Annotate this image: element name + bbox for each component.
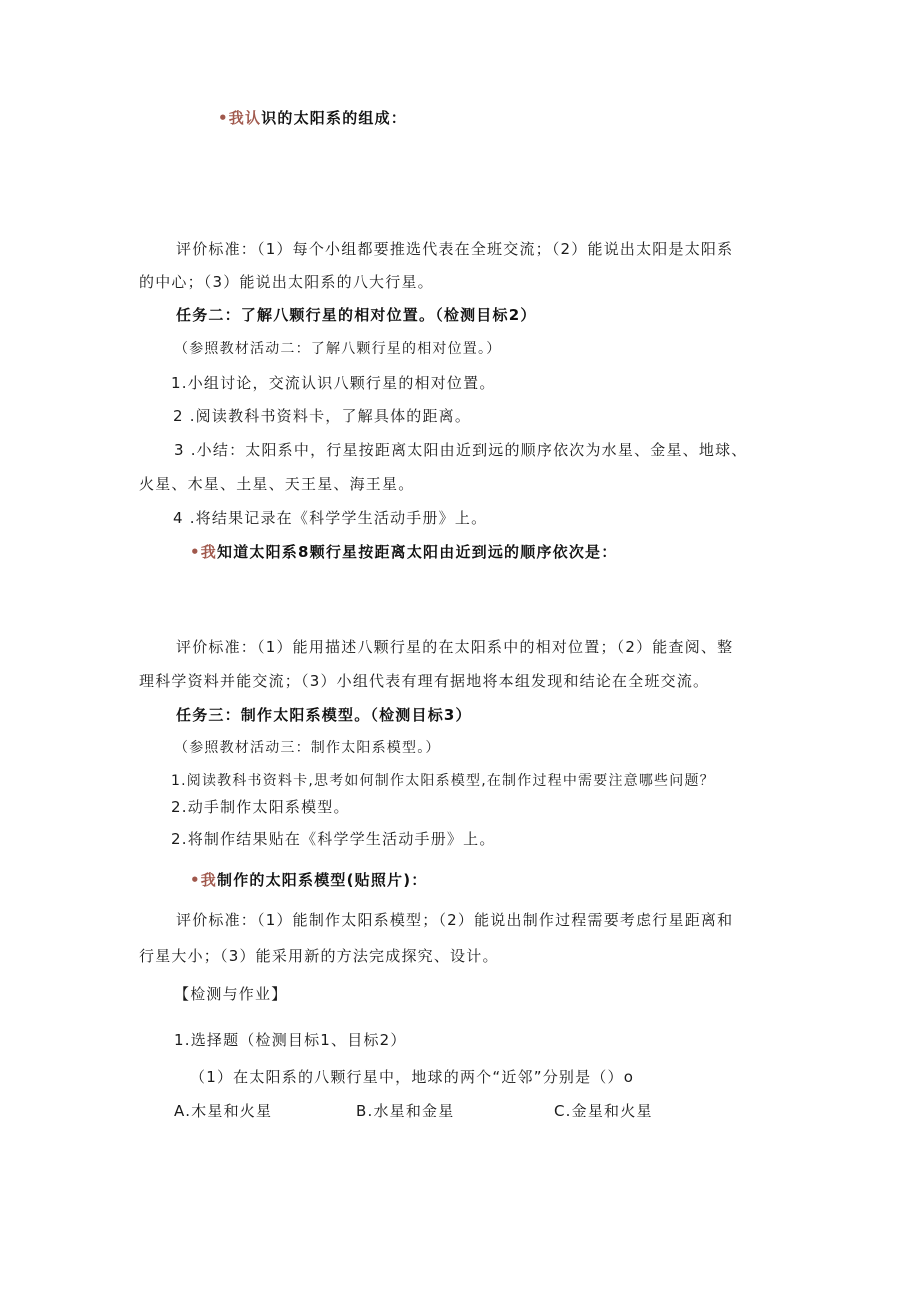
criteria-line: 评价标准：（1）能用描述八颗行星的在太阳系中的相对位置；（2）能查阅、整	[176, 638, 734, 656]
record-prompt-text: 知道太阳系8颗行星按距离太阳由近到远的顺序依次是：	[217, 543, 618, 561]
record-marker: •我认	[218, 109, 262, 127]
question-text: （1）在太阳系的八颗行星中，地球的两个“近邻”分别是（）o	[190, 1068, 635, 1086]
task-three-step: 2.将制作结果贴在《科学学生活动手册》上。	[171, 830, 496, 848]
criteria-line: 的中心；（3）能说出太阳系的八大行星。	[139, 273, 434, 291]
record-prompt-order	[190, 542, 617, 562]
criteria-line: 理科学资料并能交流；（3）小组代表有理有据地将本组发现和结论在全班交流。	[139, 672, 710, 690]
task-two-reference: （参照教材活动二：了解八颗行星的相对位置。）	[174, 341, 502, 357]
task-three-step: 2.动手制作太阳系模型。	[171, 798, 350, 816]
homework-heading: 【检测与作业】	[174, 985, 288, 1003]
option-c: C.金星和火星	[554, 1102, 653, 1120]
record-prompt-text: 制作的太阳系模型(贴照片)：	[217, 871, 428, 889]
choice-section-title: 1.选择题（检测目标1、目标2）	[174, 1031, 407, 1049]
task-two-step: 1.小组讨论，交流认识八颗行星的相对位置。	[171, 374, 496, 392]
option-b: B.水星和金星	[356, 1102, 455, 1120]
criteria-line: 行星大小；（3）能采用新的方法完成探究、设计。	[139, 947, 499, 965]
task-three-reference: （参照教材活动三：制作太阳系模型。）	[174, 740, 441, 756]
record-prompt-composition	[218, 108, 407, 128]
task-two-step: 火星、木星、土星、天王星、海王星。	[139, 475, 415, 493]
task-three-step: 1.阅读教科书资料卡,思考如何制作太阳系模型,在制作过程中需要注意哪些问题？	[171, 773, 715, 789]
task-two-step: 4 .将结果记录在《科学学生活动手册》上。	[173, 509, 488, 527]
task-two-title: 任务二：了解八颗行星的相对位置。（检测目标2）	[176, 306, 537, 324]
task-two-step: 3 .小结：太阳系中，行星按距离太阳由近到远的顺序依次为水星、金星、地球、	[174, 441, 748, 459]
criteria-line: 评价标准：（1）每个小组都要推选代表在全班交流；（2）能说出太阳是太阳系	[176, 240, 734, 258]
task-three-title: 任务三：制作太阳系模型。（检测目标3）	[176, 706, 472, 724]
record-prompt-text: 识的太阳系的组成：	[261, 109, 408, 127]
task-two-step: 2 .阅读教科书资料卡，了解具体的距离。	[173, 407, 472, 425]
record-prompt-model	[190, 870, 428, 890]
record-marker: •我	[190, 871, 217, 889]
record-marker: •我	[190, 543, 217, 561]
criteria-line: 评价标准：（1）能制作太阳系模型；（2）能说出制作过程需要考虑行星距离和	[176, 911, 734, 929]
option-a: A.木星和火星	[174, 1102, 273, 1120]
